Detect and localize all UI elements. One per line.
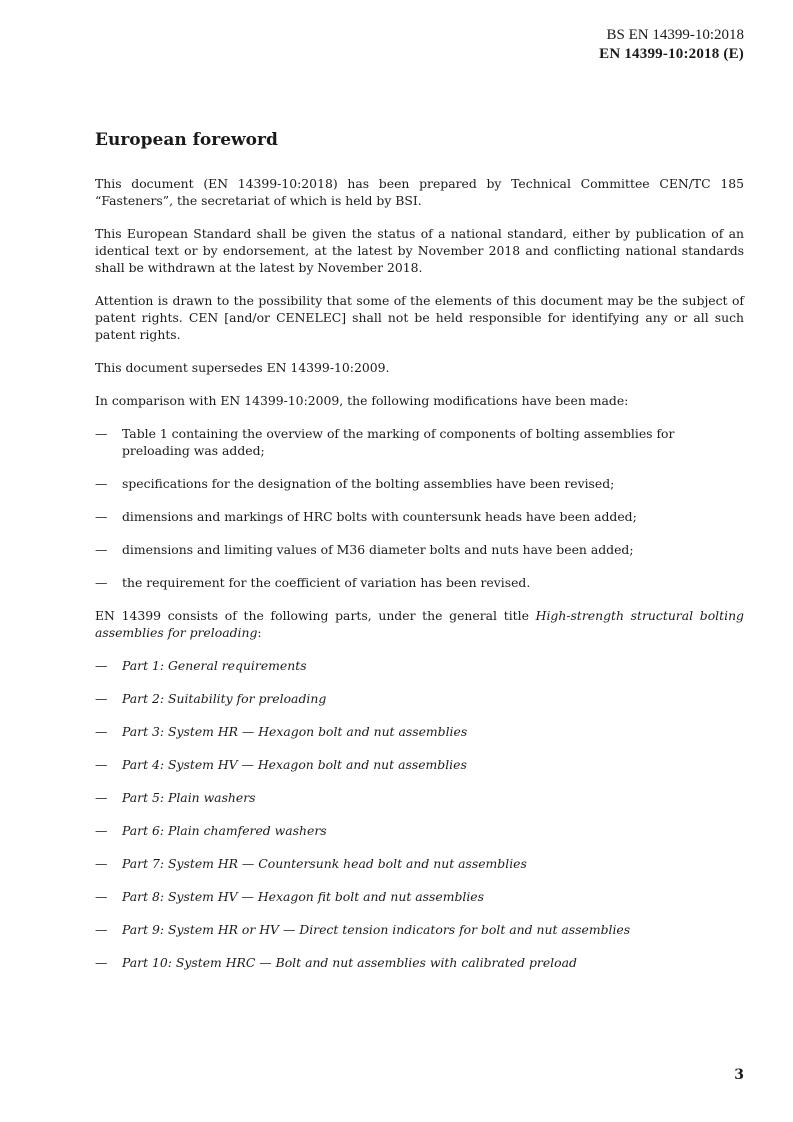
part-title: Part 8: System HV — Hexagon fit bolt and nut assemblies <box>122 889 485 904</box>
page-number: 3 <box>734 1067 744 1083</box>
list-item <box>95 475 744 492</box>
dash-bullet: — <box>95 724 108 739</box>
list-item <box>95 690 744 707</box>
paragraph-modifications-intro: In comparison with EN 14399-10:2009, the following modifications have been made: <box>95 393 629 408</box>
dash-bullet: — <box>95 955 108 970</box>
dash-bullet: — <box>95 658 108 673</box>
modifications-list <box>95 425 744 591</box>
parts-intro-prefix: EN 14399 consists of the following parts, under the general title <box>95 608 536 623</box>
list-item <box>95 756 744 773</box>
header-en-designation: EN 14399-10:2018 (E) <box>599 46 744 62</box>
parts-general-title: High-strength structural bolting assemblies for preloading <box>95 608 744 640</box>
part-title: Part 6: Plain chamfered washers <box>122 823 327 838</box>
dash-bullet: — <box>95 476 108 491</box>
dash-bullet: — <box>95 790 108 805</box>
part-title: Part 4: System HV — Hexagon bolt and nut assemblies <box>122 757 467 772</box>
part-title: Part 5: Plain washers <box>122 790 256 805</box>
dash-bullet: — <box>95 889 108 904</box>
paragraph-supersedes: This document supersedes EN 14399-10:2009. <box>95 360 390 375</box>
list-item <box>95 822 744 839</box>
list-item-text: the requirement for the coefficient of variation has been revised. <box>122 575 531 590</box>
part-title: Part 2: Suitability for preloading <box>122 691 327 706</box>
dash-bullet: — <box>95 823 108 838</box>
part-title: Part 9: System HR or HV — Direct tension indicators for bolt and nut assemblies <box>122 922 631 937</box>
list-item-text: dimensions and markings of HRC bolts with countersunk heads have been added; <box>122 509 637 524</box>
dash-bullet: — <box>95 509 108 524</box>
dash-bullet: — <box>95 757 108 772</box>
paragraph-patent-rights: Attention is drawn to the possibility that some of the elements of this document may be the subject of patent rights. CEN [and/or CENELEC] shall not be held responsible for identifying any or all such patent rights. <box>95 293 744 342</box>
list-item-text: specifications for the designation of the bolting assemblies have been revised; <box>122 476 615 491</box>
list-item-text: dimensions and limiting values of M36 diameter bolts and nuts have been added; <box>122 542 634 557</box>
dash-bullet: — <box>95 691 108 706</box>
parts-intro-suffix: : <box>257 625 262 640</box>
section-title: European foreword <box>95 130 278 150</box>
dash-bullet: — <box>95 922 108 937</box>
list-item <box>95 657 744 674</box>
part-title: Part 10: System HRC — Bolt and nut assemblies with calibrated preload <box>122 955 577 970</box>
list-item <box>95 425 744 459</box>
dash-bullet: — <box>95 542 108 557</box>
paragraph-status: This European Standard shall be given the status of a national standard, either by publication of an identical text or by endorsement, at the latest by November 2018 and conflicting national standards shall be withdrawn at the latest by November 2018. <box>95 226 744 275</box>
dash-bullet: — <box>95 426 108 441</box>
header-bs-designation: BS EN 14399-10:2018 <box>606 27 744 43</box>
list-item <box>95 855 744 872</box>
parts-list <box>95 657 744 971</box>
list-item <box>95 541 744 558</box>
part-title: Part 1: General requirements <box>122 658 307 673</box>
list-item <box>95 789 744 806</box>
page-content <box>95 129 744 987</box>
part-title: Part 3: System HR — Hexagon bolt and nut assemblies <box>122 724 468 739</box>
list-item <box>95 954 744 971</box>
list-item <box>95 574 744 591</box>
dash-bullet: — <box>95 856 108 871</box>
paragraph-prepared-by: This document (EN 14399-10:2018) has been prepared by Technical Committee CEN/TC 185 “Fasteners”, the secretariat of which is held by BSI. <box>95 176 744 208</box>
document-header <box>599 26 744 64</box>
list-item <box>95 921 744 938</box>
part-title: Part 7: System HR — Countersunk head bolt and nut assemblies <box>122 856 527 871</box>
list-item <box>95 723 744 740</box>
list-item-text: Table 1 containing the overview of the marking of components of bolting assemblies for preloading was added; <box>122 426 675 458</box>
list-item <box>95 508 744 525</box>
dash-bullet: — <box>95 575 108 590</box>
paragraph-parts-intro <box>95 607 744 641</box>
list-item <box>95 888 744 905</box>
